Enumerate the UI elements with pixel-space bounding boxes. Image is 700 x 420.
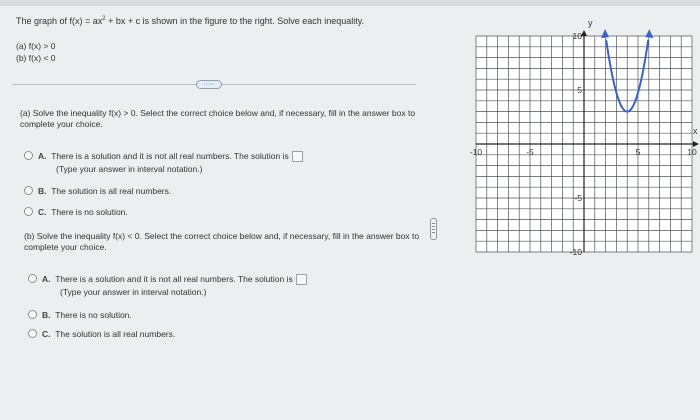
part-b-choice-c-radio[interactable]: [28, 329, 37, 338]
choice-letter: A.: [42, 274, 51, 284]
part-a-choice-c-radio[interactable]: [24, 207, 33, 216]
y-tick-label: -10: [569, 247, 582, 257]
x-tick-label: 10: [687, 147, 697, 157]
part-b-label: (b) f(x) < 0: [16, 53, 56, 63]
choice-text: The solution is all real numbers.: [51, 186, 172, 196]
part-a-choice-c[interactable]: [38, 207, 128, 218]
choice-text: There is no solution.: [55, 310, 132, 320]
prompt-text-end: + bx + c is shown in the figure to the right. Solve each inequality.: [105, 16, 365, 26]
part-b-choice-c[interactable]: [42, 329, 175, 340]
choice-hint: (Type your answer in interval notation.): [56, 164, 203, 175]
part-b-answer-box[interactable]: [296, 274, 307, 285]
x-tick-label: -10: [469, 147, 483, 157]
part-a-choice-b-radio[interactable]: [24, 186, 33, 195]
y-tick-label: -5: [574, 193, 582, 203]
part-a-question: (a) Solve the inequality f(x) > 0. Select the correct choice below and, if necessary, fill in the answer box to complete your choice.: [20, 108, 416, 129]
part-a-choice-b[interactable]: [38, 186, 171, 197]
choice-letter: B.: [42, 310, 51, 320]
part-b-choice-a[interactable]: [42, 274, 372, 298]
part-a-answer-box[interactable]: [292, 151, 303, 162]
y-axis-label: y: [588, 18, 593, 28]
choice-letter: C.: [42, 329, 51, 339]
expand-more-button[interactable]: ·····: [196, 80, 222, 89]
choice-letter: B.: [38, 186, 47, 196]
x-axis-label: x: [693, 126, 698, 136]
y-tick-label: 10: [572, 31, 582, 41]
choice-letter: C.: [38, 207, 47, 217]
problem-parts: [16, 40, 55, 64]
resize-handle[interactable]: [430, 218, 437, 240]
part-a-label: (a) f(x) > 0: [16, 41, 56, 51]
x-tick-label: -5: [526, 147, 534, 157]
part-b-choice-a-radio[interactable]: [28, 274, 37, 283]
graph-svg: [452, 18, 700, 270]
part-b-choice-b[interactable]: [42, 310, 132, 321]
y-tick-label: 5: [577, 85, 582, 95]
part-a-choice-a-radio[interactable]: [24, 151, 33, 160]
part-b-choice-b-radio[interactable]: [28, 310, 37, 319]
problem-prompt: [16, 16, 364, 26]
prompt-text-start: The graph of f(x) = ax: [16, 16, 103, 26]
top-strip: [0, 0, 700, 6]
part-a-choice-a[interactable]: [38, 151, 368, 175]
choice-letter: A.: [38, 151, 47, 161]
parabola-graph: [452, 18, 700, 270]
x-tick-label: 5: [635, 147, 641, 157]
choice-text: The solution is all real numbers.: [55, 329, 176, 339]
curve-right-arrow-icon: [645, 29, 653, 38]
prompt-exponent: 2: [102, 16, 106, 22]
curve-left-arrow-icon: [601, 29, 609, 38]
choice-text: There is a solution and it is not all real numbers. The solution is: [51, 151, 289, 161]
choice-text: There is a solution and it is not all real numbers. The solution is: [55, 274, 293, 284]
choice-hint: (Type your answer in interval notation.): [60, 287, 207, 298]
choice-text: There is no solution.: [51, 207, 128, 217]
part-b-question: (b) Solve the inequality f(x) < 0. Select the correct choice below and, if necessary, fill in the answer box to complete your choice.: [24, 231, 420, 252]
